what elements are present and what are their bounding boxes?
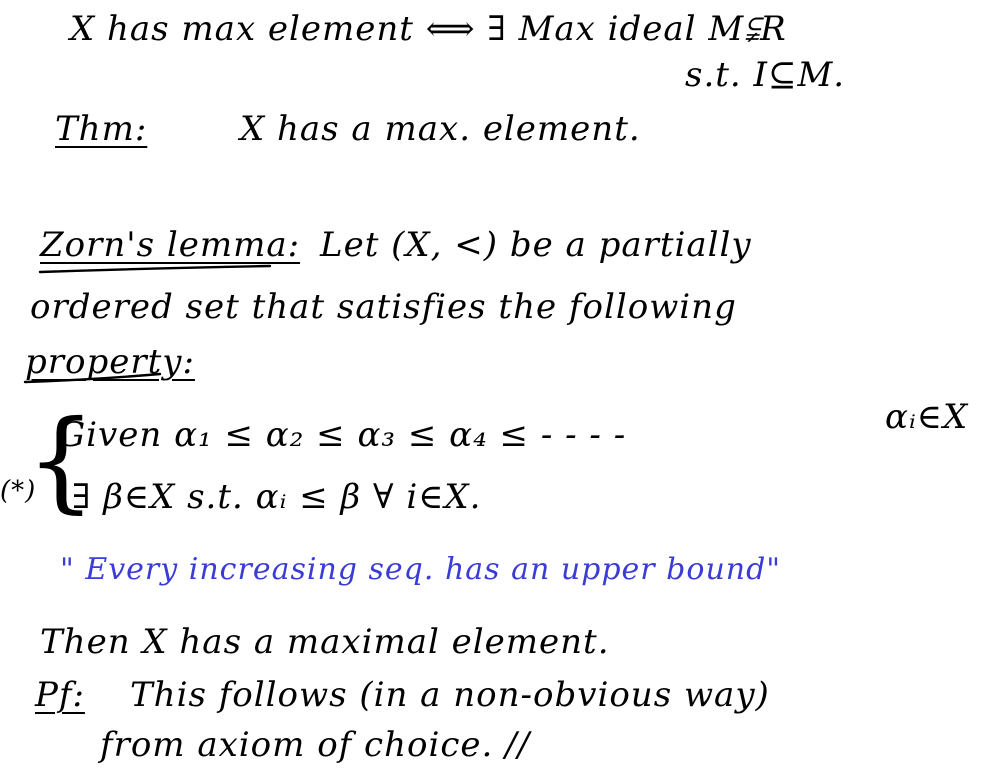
zorns-lemma-label: Zorn's lemma: — [40, 225, 301, 265]
zorns-lemma-statement-2: ordered set that satisfies the following — [30, 287, 737, 327]
theorem-statement: X has a max. element. — [240, 109, 641, 149]
left-brace: { — [26, 396, 96, 524]
blue-paraphrase: " Every increasing seq. has an upper bound" — [60, 552, 782, 587]
proof-statement-1: This follows (in a non-obvious way) — [130, 675, 770, 715]
line-max-element-iff: X has max element ⟺ ∃ Max ideal M⫋R — [70, 9, 787, 49]
theorem-label: Thm: — [55, 109, 148, 149]
chain-condition: Given α₁ ≤ α₂ ≤ α₃ ≤ α₄ ≤ - - - - — [58, 415, 627, 455]
proof-statement-2: from axiom of choice. // — [100, 725, 531, 765]
zorns-lemma-statement-1: Let (X, <) be a partially — [320, 225, 752, 265]
star-marker: (*) — [0, 476, 37, 506]
conclusion: Then X has a maximal element. — [40, 622, 610, 662]
upper-bound-condition: ∃ β∈X s.t. αᵢ ≤ β ∀ i∈X. — [72, 477, 482, 517]
line-such-that-ideal: s.t. I⊆M. — [685, 55, 846, 95]
proof-label: Pf: — [35, 675, 85, 715]
zorns-underline-stroke — [40, 266, 270, 272]
property-label: property: — [25, 342, 195, 382]
chain-membership: αᵢ∈X — [885, 397, 969, 437]
